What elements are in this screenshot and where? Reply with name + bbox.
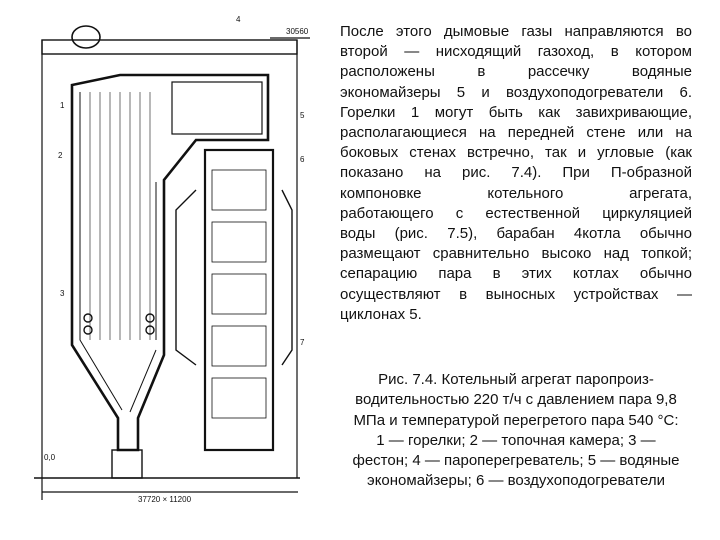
- furnace-inner: [80, 92, 156, 412]
- caption-line: МПа и температурой перегретого пара 540 °С:: [353, 411, 679, 429]
- body-line: компоновке котельного агрегата,: [340, 184, 692, 202]
- callout-2: 2: [58, 151, 63, 160]
- boiler-drawing-svg: [0, 0, 320, 540]
- body-line: воды (рис. 7.5), барабан 4котла обычно: [340, 225, 692, 243]
- body-line: Горелки 1 могут быть как завихривающие,: [340, 103, 692, 121]
- callout-5: 5: [300, 111, 305, 120]
- body-line: располагающиеся на передней стене или на: [340, 124, 692, 142]
- callout-4: 4: [236, 15, 241, 24]
- figure-caption: [332, 370, 700, 492]
- furnace-walls: [72, 75, 268, 450]
- caption-line: экономайзеры; 6 — воздухоподогреватели: [367, 472, 665, 490]
- caption-line: фестон; 4 — пароперегреватель; 5 — водяные: [352, 452, 680, 470]
- callouts: [58, 15, 305, 347]
- body-line: сепарацию пара в этих котлах обычно: [340, 265, 692, 283]
- caption-line: водительностью 220 т/ч с давлением пара 9,8: [355, 391, 677, 409]
- boiler-drawing: [0, 0, 320, 540]
- body-line: После этого дымовые газы направляются во: [340, 23, 692, 40]
- caption-line: 1 — горелки; 2 — топочная камера; 3 —: [376, 431, 656, 449]
- elevation-bottom-label: 0,0: [44, 453, 56, 462]
- burners: [84, 314, 154, 334]
- callout-1: 1: [60, 101, 65, 110]
- callout-6: 6: [300, 155, 305, 164]
- body-line: экономайзеры 5 и воздухоподогреватели 6.: [340, 83, 692, 101]
- body-line: осуществляют в выносных устройствах —: [340, 285, 692, 303]
- shaft-side-duct: [176, 190, 292, 365]
- ash-hopper: [112, 450, 142, 478]
- drum: [72, 26, 100, 48]
- elevation-top-label: 30560: [286, 27, 309, 36]
- caption-line: Рис. 7.4. Котельный агрегат паропроиз-: [378, 371, 654, 388]
- furnace-tubes: [90, 92, 150, 340]
- callout-3: 3: [60, 289, 65, 298]
- body-line: боковых стенах встречно, так и угловые (как: [340, 144, 692, 162]
- dimension-label: 37720 × 11200: [138, 495, 192, 504]
- body-line: циклонах 5.: [340, 305, 422, 323]
- body-text: [340, 22, 692, 325]
- body-line: расположены в рассечку водяные: [340, 63, 692, 81]
- body-line: работающего с естественной циркуляцией: [340, 204, 692, 222]
- body-line: размещают сравнительно высоко над топкой;: [340, 245, 692, 263]
- body-line: второй — нисходящий газоход, в котором: [340, 43, 692, 61]
- body-line: показано на рис. 7.4). При П-образной: [340, 164, 692, 182]
- convective-shaft: [205, 150, 273, 450]
- superheater: [172, 82, 262, 134]
- callout-7: 7: [300, 338, 305, 347]
- economizer-blocks: [212, 170, 266, 418]
